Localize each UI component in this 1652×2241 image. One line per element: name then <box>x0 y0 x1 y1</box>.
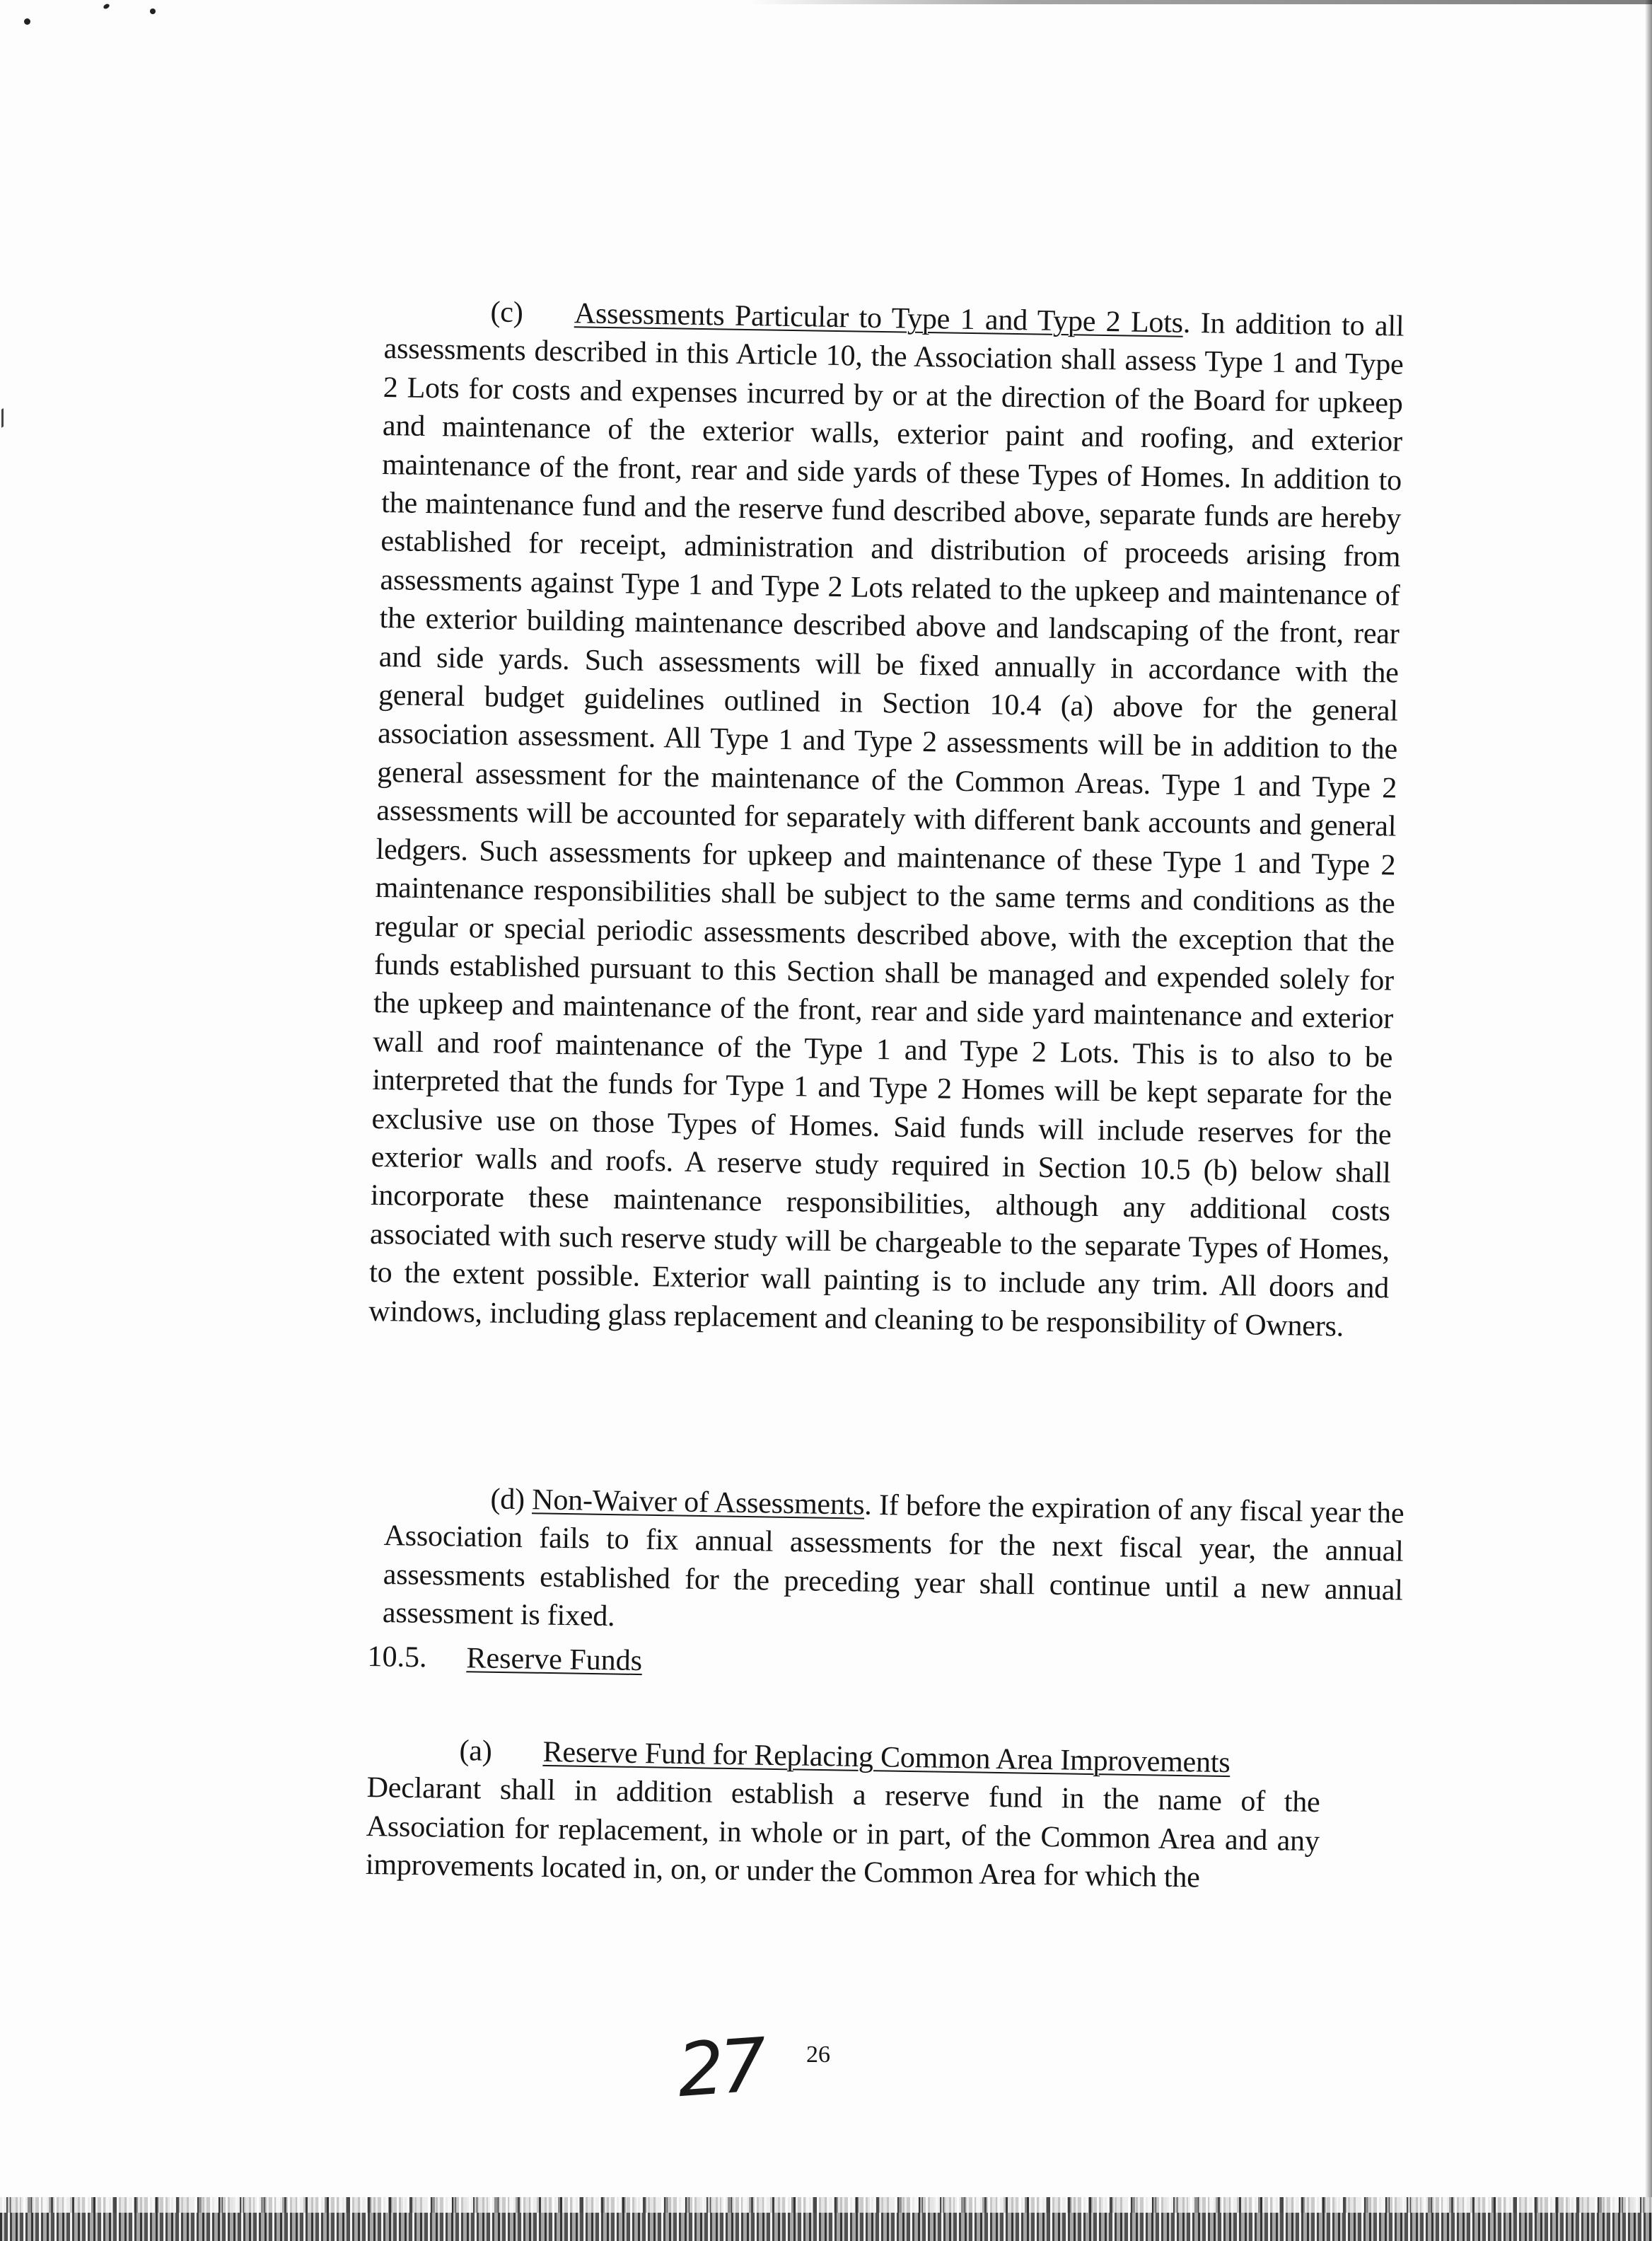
section-heading <box>367 1640 642 1678</box>
paragraph-d <box>383 1478 1404 1648</box>
scan-speck <box>150 8 156 14</box>
scan-bottom-edge <box>0 2197 1652 2241</box>
paragraph-d-body: . If before the expiration of any fiscal year the Association fails to fix annual assessments for the next fiscal year, the annual assessments established for the preceding year shall continue until a new annual assessment is fixed. <box>382 1488 1404 1633</box>
paragraph-a-label: (a) <box>459 1735 492 1768</box>
scan-margin-mark <box>1 404 11 428</box>
scan-top-edge <box>750 0 1652 4</box>
scan-speck <box>103 3 110 10</box>
section-number: 10.5. <box>367 1640 427 1674</box>
scan-right-edge <box>1645 0 1652 2241</box>
paragraph-d-label: (d) <box>490 1483 525 1517</box>
paragraph-d-title: Non-Waiver of Assessments <box>531 1483 865 1522</box>
paragraph-c <box>368 291 1404 1346</box>
paragraph-c-label: (c) <box>490 296 523 330</box>
paragraph-a-body: Declarant shall in addition establish a reserve fund in the name of the Association for replacement, in whole or in part, of the Common Area and any improvements located in, on, or under the Common Area for which the <box>365 1771 1320 1894</box>
scan-speck <box>24 18 30 25</box>
handwritten-page-number: 27 <box>674 2021 766 2114</box>
paragraph-a <box>366 1730 1321 1899</box>
section-title: Reserve Funds <box>466 1642 643 1678</box>
paragraph-a-title: Reserve Fund for Replacing Common Area Improvements <box>542 1735 1231 1780</box>
paragraph-c-body: . In addition to all assessments described in this Article 10, the Association shall assess Type 1 and Type 2 Lots for costs and expenses incurred by or at the direction of the Board for upkeep and maintenance of the exterior walls, exterior paint and roofing, and exterior maintenance of the front, rear and side yards of these Types of Homes. In addition to the maintenance fund and the reserve fund described above, separate funds are hereby established for receipt, administration and distribution of proceeds arising from assessments against Type 1 and Type 2 Lots related to the upkeep and maintenance of the exterior building maintenance described above and landscaping of the front, rear and side yards. Such assessments will be fixed annually in accordance with the general budget guidelines outlined in Section 10.4 (a) above for the general association assessment. All Type 1 and Type 2 assessments will be in addition to the general assessment for the maintenance of the Common Areas. Type 1 and Type 2 assessments will be accounted for separately with different bank accounts and general ledgers. Such assessments for upkeep and maintenance of these Type 1 and Type 2 maintenance responsibilities shall be subject to the same terms and conditions as the regular or special periodic assessments described above, with the exception that the funds established pursuant to this Section shall be managed and expended solely for the upkeep and maintenance of the front, rear and side yard maintenance and exterior wall and roof maintenance of the Type 1 and Type 2 Lots. This is to also to be interpreted that the funds for Type 1 and Type 2 Homes will be kept separate for the exclusive use on those Types of Homes. Said funds will include reserves for the exterior walls and roofs. A reserve study required in Section 10.5 (b) below shall incorporate these maintenance responsibilities, although any additional costs associated with such reserve study will be chargeable to the separate Types of Homes, to the extent possible. Exterior wall painting is to include any trim. All doors and windows, including glass replacement and cleaning to be responsibility of Owners. <box>368 306 1404 1343</box>
paragraph-c-title: Assessments Particular to Type 1 and Type 2 Lots <box>574 297 1184 340</box>
page-number: 26 <box>806 2042 830 2068</box>
